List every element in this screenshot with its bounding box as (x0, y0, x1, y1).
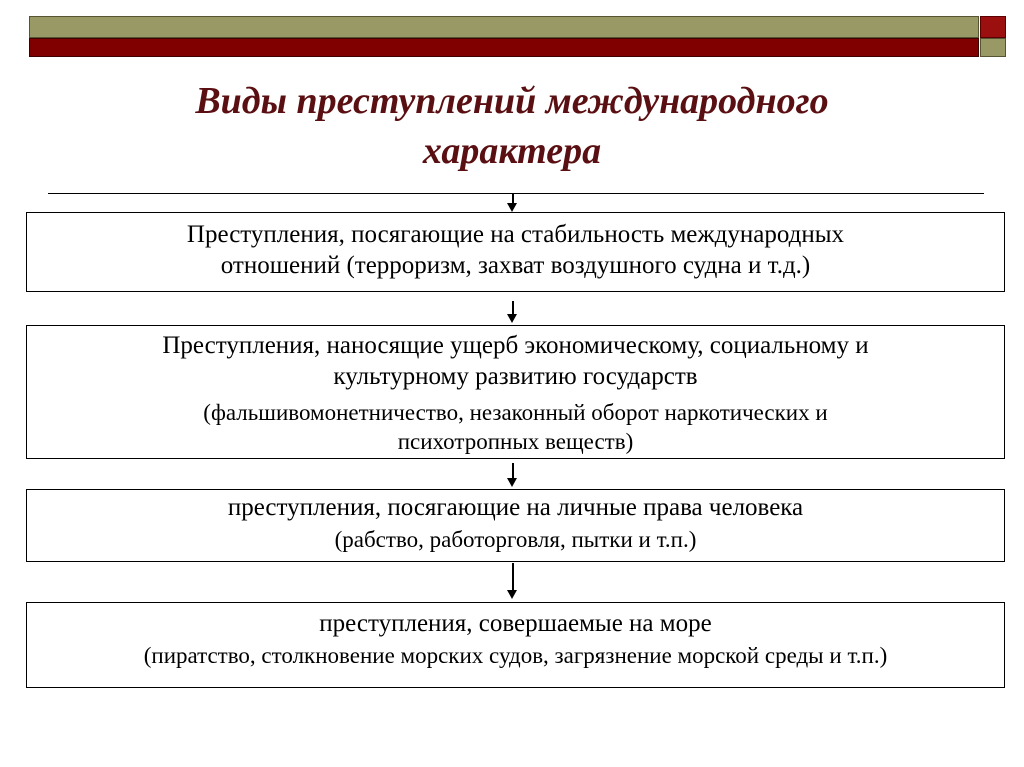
arrow-down-icon (507, 463, 519, 487)
box-4-sub-1: (пиратство, столкновение морских судов, загрязнение морской среды и т.п.) (143, 643, 888, 668)
box-1-line-1: Преступления, посягающие на стабильность международных (186, 221, 845, 248)
title-line-1: Виды преступлений международного (195, 80, 829, 122)
title-line-2: характера (422, 130, 602, 172)
box-2-sub-2: психотропных веществ) (397, 429, 634, 454)
box-3-line-1: преступления, посягающие на личные права человека (227, 494, 804, 521)
arrow-down-icon (507, 301, 519, 323)
header-square-olive (980, 38, 1006, 57)
arrow-down-icon (507, 563, 519, 600)
header-bar-olive (29, 16, 979, 38)
crime-type-box-4 (26, 602, 1005, 688)
box-2-line-1: Преступления, наносящие ущерб экономическому, социальному и (162, 332, 869, 359)
box-4-line-1: преступления, совершаемые на море (319, 610, 712, 637)
crime-type-box-2 (26, 325, 1005, 459)
header-bar-red (29, 38, 979, 57)
slide-title (0, 76, 1024, 176)
box-1-line-2: отношений (терроризм, захват воздушного судна и т.д.) (220, 252, 811, 279)
arrow-down-icon (507, 194, 519, 212)
box-2-sub-1: (фальшивомонетничество, незаконный оборот наркотических и (203, 400, 828, 425)
box-2-line-2: культурному развитию государств (333, 363, 698, 390)
crime-type-box-3 (26, 489, 1005, 562)
box-3-sub-1: (рабство, работорговля, пытки и т.п.) (334, 527, 697, 552)
crime-type-box-1 (26, 212, 1005, 292)
header-square-red (980, 16, 1006, 38)
